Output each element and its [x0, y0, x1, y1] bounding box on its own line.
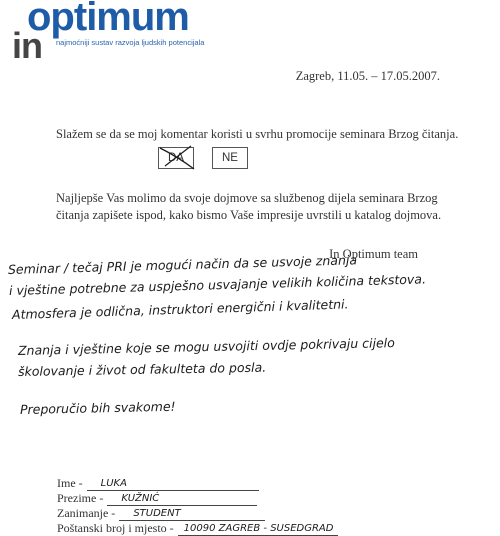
logo-tagline: najmoćniji sustav razvoja ljudskih potencijala: [56, 38, 205, 47]
feedback-request: Najljepše Vas molimo da svoje dojmove sa službenog dijela seminara Brzog čitanja zapišete ispod, kako bismo Vaše impresije uvrstili u katalog dojmova.: [56, 191, 442, 222]
cross-out-mark: [156, 144, 198, 172]
team-signature: In Optimum team: [329, 247, 418, 261]
occupation-value: STUDENT: [133, 508, 181, 519]
postal-label: Poštanski broj i mjesto -: [57, 521, 174, 535]
option-yes-label: DA: [168, 152, 184, 164]
date-location: Zagreb, 11.05. – 17.05.2007.: [295, 69, 440, 83]
option-no-label: NE: [222, 152, 238, 164]
logo-name: optimum: [27, 0, 189, 39]
name-label: Ime -: [57, 476, 83, 490]
name-field[interactable]: [87, 478, 259, 491]
name-value: LUKA: [100, 478, 127, 489]
comment-line: Atmosfera je odlična, instruktori energični i kvalitetni.: [11, 296, 349, 322]
occupation-field[interactable]: [119, 508, 265, 521]
surname-row: [57, 491, 257, 506]
comment-line: Preporučio bih svakome!: [19, 398, 176, 417]
comment-line: i vještine potrebne za uspješno usvajanje velikih količina tekstova.: [8, 271, 427, 298]
postal-row: [57, 521, 338, 536]
postal-field[interactable]: [178, 523, 338, 536]
comment-line: školovanje i život od fakulteta do posla.: [17, 359, 267, 379]
surname-label: Prezime -: [57, 491, 104, 505]
consent-statement: Slažem se da se moj komentar koristi u svrhu promocije seminara Brzog čitanja.: [56, 127, 459, 141]
logo-prefix: in: [12, 25, 42, 66]
postal-value: 10090 ZAGREB - SUSEDGRAD: [183, 523, 334, 534]
name-row: [57, 476, 259, 491]
occupation-label: Zanimanje -: [57, 506, 116, 520]
comment-line: Seminar / tečaj PRI je mogući način da se usvoje znanja: [7, 252, 358, 277]
comment-line: Znanja i vještine koje se mogu usvojiti ovdje pokrivaju cijelo: [17, 335, 395, 358]
option-no-box[interactable]: [212, 147, 248, 169]
occupation-row: [57, 506, 265, 521]
surname-field[interactable]: [107, 493, 257, 506]
in-optimum-logo: [12, 2, 242, 66]
surname-value: KUŽNIĆ: [121, 493, 160, 504]
